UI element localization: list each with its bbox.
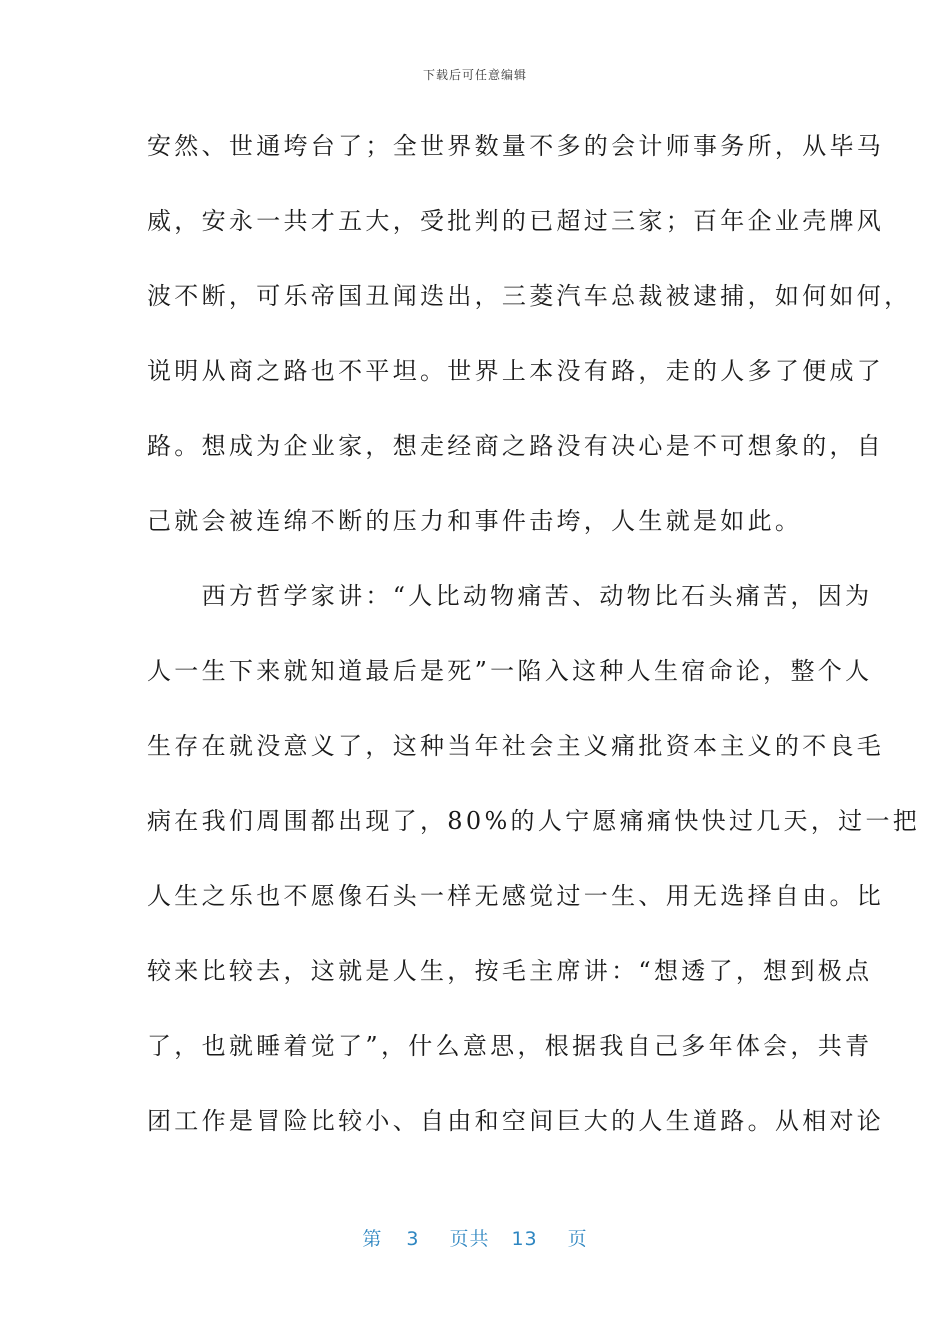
- footer-suffix: 页: [567, 1228, 588, 1250]
- text-line: 生存在就没意义了，这种当年社会主义痛批资本主义的不良毛: [147, 732, 885, 760]
- text-line: 安然、世通垮台了；全世界数量不多的会计师事务所，从毕马: [147, 132, 885, 160]
- text-line: 人一生下来就知道最后是死”一陷入这种人生宿命论，整个人: [147, 657, 873, 685]
- text-line: 较来比较去，这就是人生，按毛主席讲：“想透了，想到极点: [147, 957, 873, 985]
- text-line: 团工作是冒险比较小、自由和空间巨大的人生道路。从相对论: [147, 1107, 885, 1135]
- total-pages-number: 13: [511, 1228, 538, 1250]
- text-line: 威，安永一共才五大，受批判的已超过三家；百年企业壳牌风: [147, 207, 885, 235]
- text-line: 病在我们周围都出现了，80%的人宁愿痛痛快快过几天，过一把: [147, 807, 921, 835]
- text-line: 了，也就睡着觉了”，什么意思，根据我自己多年体会，共青: [147, 1032, 873, 1060]
- text-line: 己就会被连绵不断的压力和事件击垮，人生就是如此。: [147, 507, 803, 535]
- text-line: 人生之乐也不愿像石头一样无感觉过一生、用无选择自由。比: [147, 882, 885, 910]
- header-note: 下载后可任意编辑: [422, 68, 527, 82]
- footer-prefix: 第: [362, 1228, 383, 1250]
- page-footer: [0, 1224, 950, 1251]
- text-line: 波不断，可乐帝国丑闻迭出，三菱汽车总裁被逮捕，如何如何，: [147, 282, 912, 310]
- text-line: 西方哲学家讲：“人比动物痛苦、动物比石头痛苦，因为: [147, 582, 873, 610]
- body-text: [147, 121, 921, 1171]
- text-line: 说明从商之路也不平坦。世界上本没有路，走的人多了便成了: [147, 357, 885, 385]
- text-line: 路。想成为企业家，想走经商之路没有决心是不可想象的，自: [147, 432, 885, 460]
- footer-middle: 页共: [449, 1228, 490, 1250]
- current-page-number: 3: [406, 1228, 420, 1250]
